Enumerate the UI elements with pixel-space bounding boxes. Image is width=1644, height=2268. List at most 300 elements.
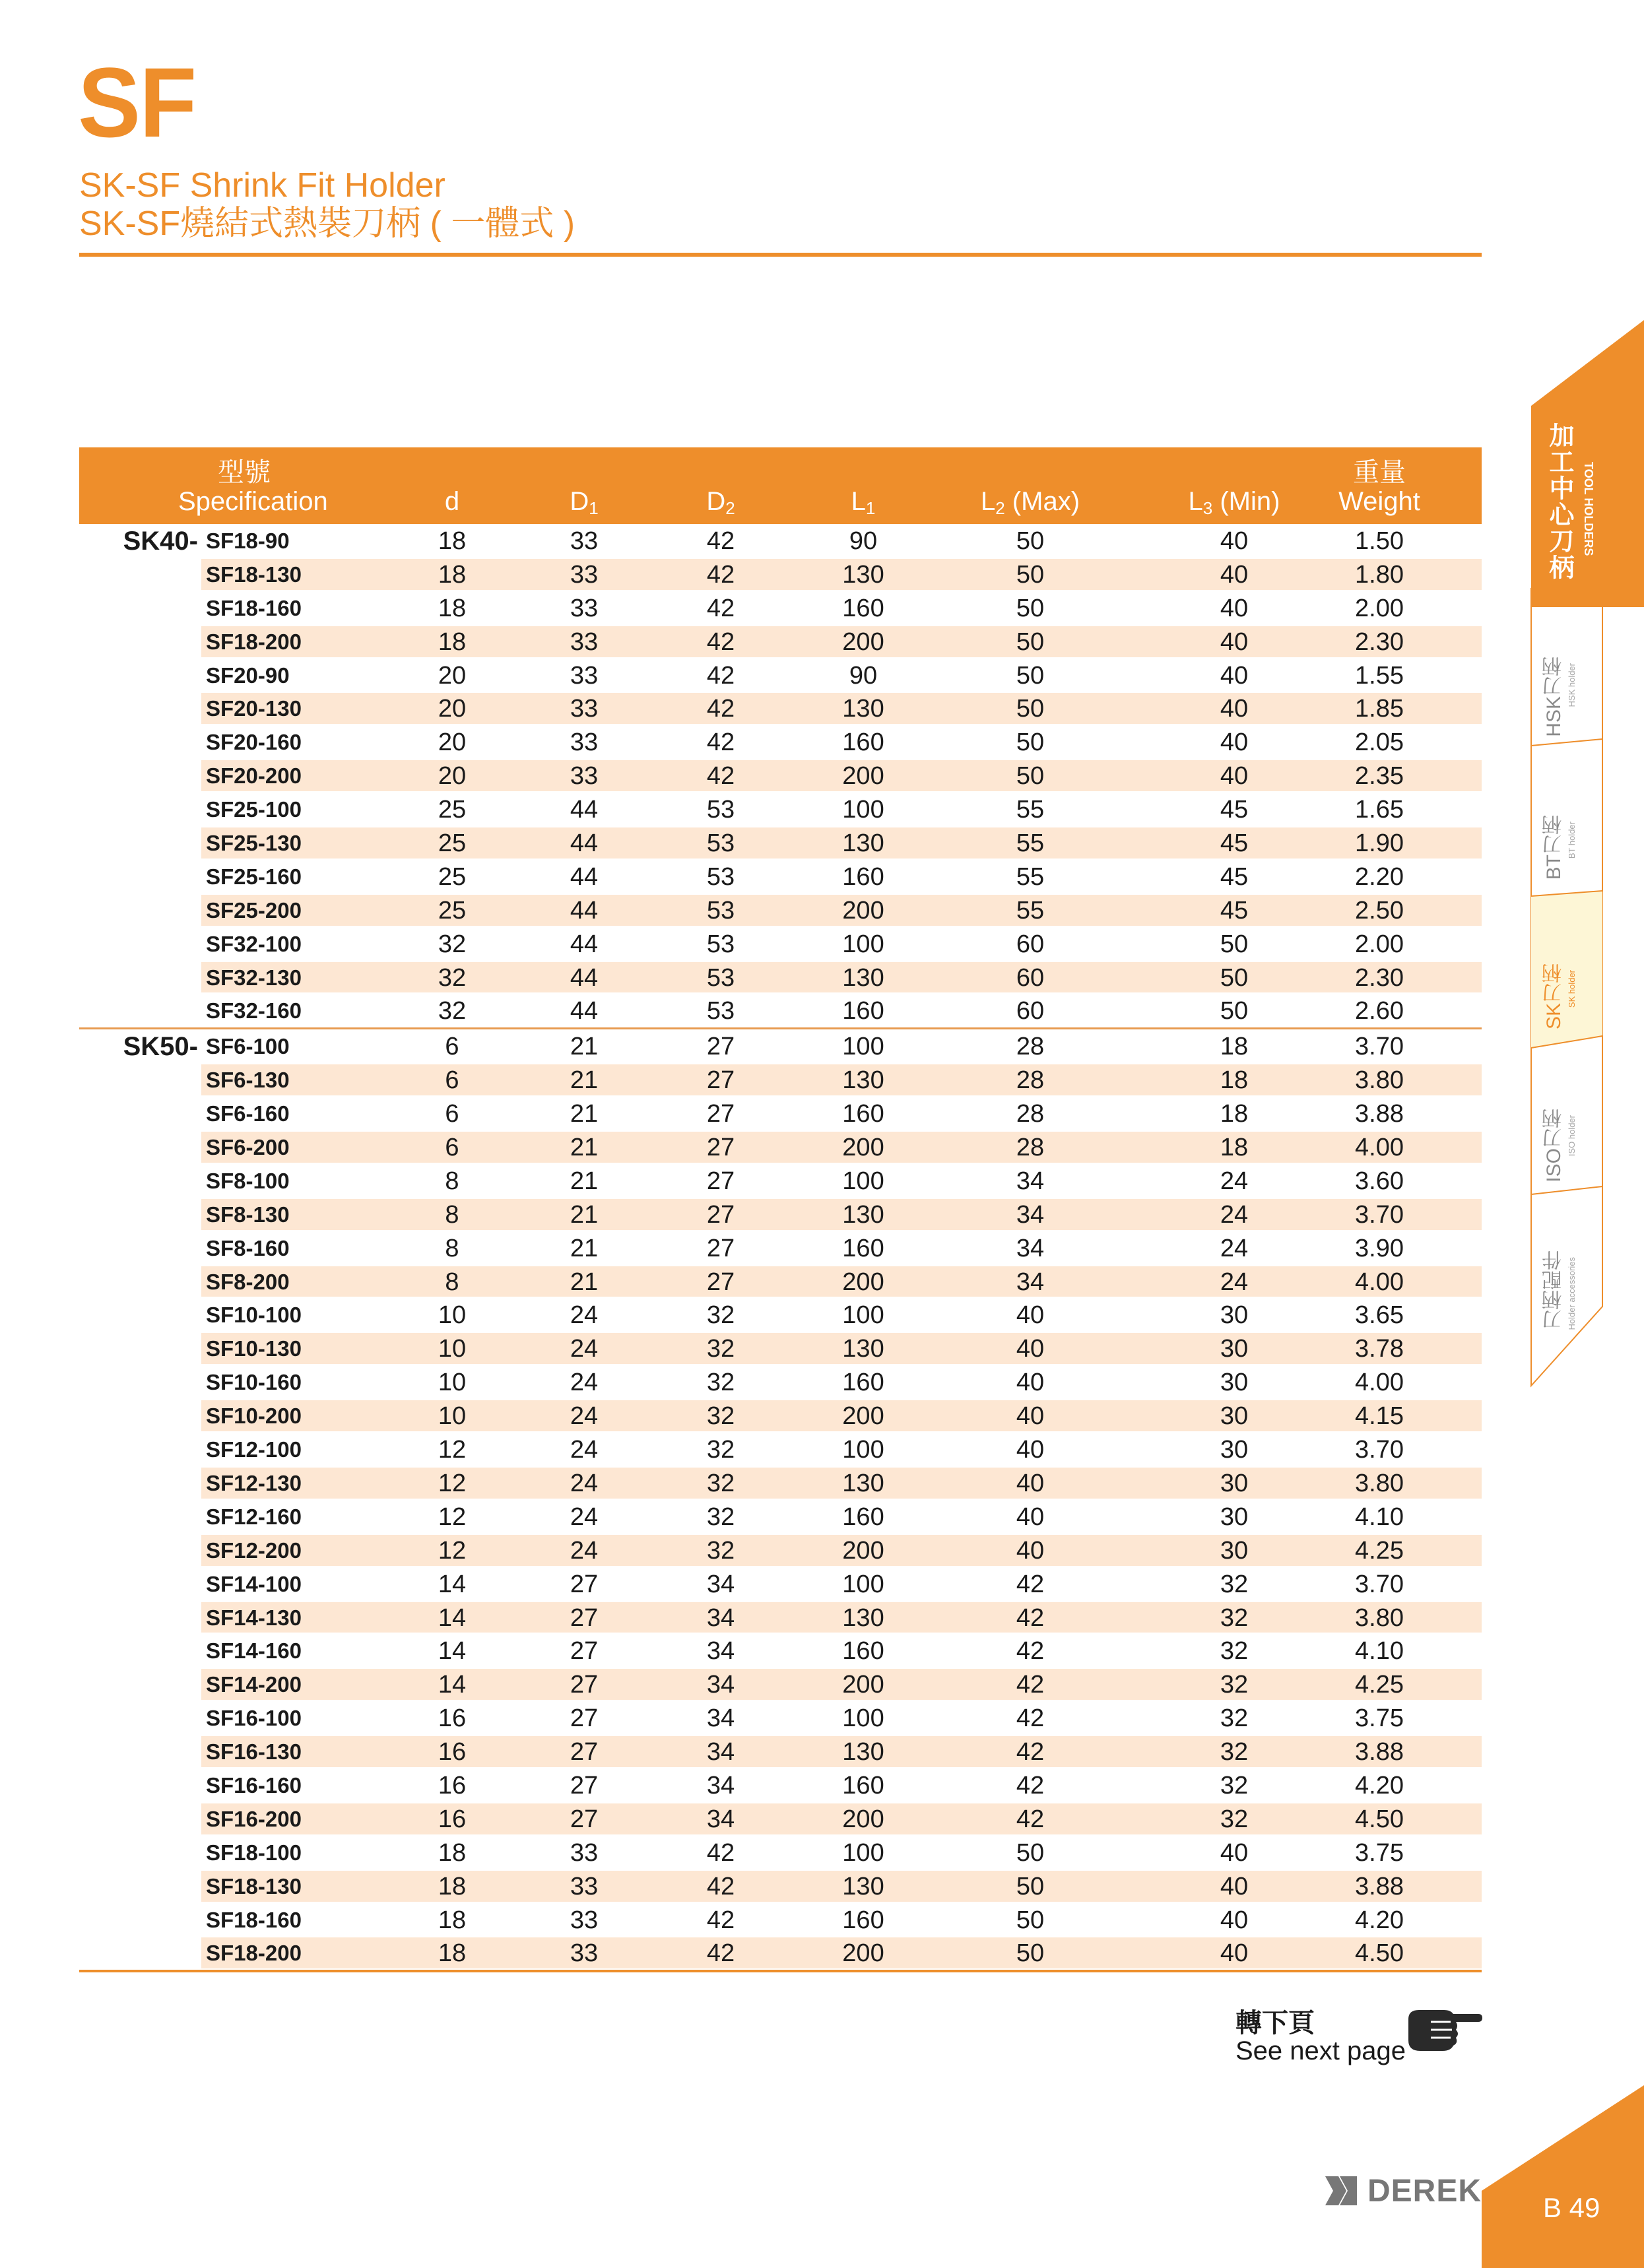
cell-D2: 32 [706, 1536, 735, 1565]
cell-L1: 160 [842, 1503, 884, 1531]
tab-hsk[interactable]: HSK刀柄 [1543, 657, 1565, 737]
cell-group [79, 994, 198, 1027]
cell-group [79, 1433, 198, 1466]
cell-model: SF20-160 [206, 730, 302, 755]
cell-W: 3.88 [1355, 1100, 1404, 1128]
table-row [79, 1869, 1482, 1903]
cell-D1: 24 [570, 1335, 599, 1363]
table-row [79, 759, 1482, 793]
cell-L1: 200 [842, 1134, 884, 1162]
cell-group [79, 1231, 198, 1265]
cell-model: SF20-130 [206, 696, 302, 721]
cell-D1: 33 [570, 628, 599, 656]
header-L2: $L_2$ (Max) [980, 487, 1080, 518]
header-d: d [444, 487, 460, 516]
cell-L2: 55 [1016, 862, 1045, 891]
cell-D2: 34 [706, 1704, 735, 1733]
cell-L3: 40 [1220, 695, 1249, 723]
table-row [79, 1567, 1482, 1601]
cell-group: SK40- [123, 527, 198, 556]
tab-accessories-sub: Holder accessories [1567, 1257, 1577, 1330]
table-row [79, 1601, 1482, 1635]
table-bottom-rule [79, 1970, 1482, 1972]
cell-D2: 32 [706, 1369, 735, 1397]
table-row [79, 558, 1482, 591]
cell-L3: 30 [1220, 1503, 1249, 1531]
cell-D2: 42 [706, 1906, 735, 1934]
cell-d: 6 [445, 1100, 459, 1128]
cell-D1: 44 [570, 862, 599, 891]
table-body [79, 524, 1482, 1970]
table-row [79, 1164, 1482, 1198]
cell-model: SF32-130 [206, 965, 302, 990]
table-row [79, 1298, 1482, 1332]
cell-L1: 160 [842, 1771, 884, 1799]
cell-W: 2.35 [1355, 762, 1404, 791]
header-weight-zh: 重量 [1353, 458, 1406, 487]
cell-group [79, 793, 198, 826]
table-row [79, 692, 1482, 725]
cell-D2: 34 [706, 1570, 735, 1598]
cell-L2: 42 [1016, 1604, 1045, 1632]
cell-L2: 42 [1016, 1671, 1045, 1699]
cell-L2: 42 [1016, 1805, 1045, 1833]
cell-L1: 100 [842, 930, 884, 958]
cell-L2: 34 [1016, 1167, 1045, 1195]
cell-W: 3.80 [1355, 1469, 1404, 1497]
table-row [79, 1701, 1482, 1735]
cell-d: 8 [445, 1200, 459, 1229]
cell-D1: 21 [570, 1234, 599, 1262]
cell-L3: 32 [1220, 1604, 1249, 1632]
cell-model: SF6-100 [206, 1034, 290, 1059]
cell-L1: 200 [842, 1805, 884, 1833]
cell-group [79, 759, 198, 793]
cell-L1: 200 [842, 1939, 884, 1968]
cell-W: 2.20 [1355, 862, 1404, 891]
cell-model: SF18-160 [206, 595, 302, 620]
cell-L2: 40 [1016, 1402, 1045, 1431]
header-D2: $D_2$ [706, 487, 735, 518]
header-weight-en: Weight [1338, 487, 1420, 516]
cell-d: 12 [438, 1536, 467, 1565]
cell-D2: 42 [706, 1939, 735, 1968]
table-row [79, 1534, 1482, 1567]
cell-d: 16 [438, 1704, 467, 1733]
header-spec [178, 458, 328, 516]
cell-model: SF12-100 [206, 1437, 302, 1462]
cell-L3: 24 [1220, 1167, 1249, 1195]
cell-D2: 53 [706, 862, 735, 891]
see-next-zh: 轉下頁 [1235, 2009, 1315, 2038]
cell-L2: 28 [1016, 1134, 1045, 1162]
cell-W: 4.50 [1355, 1939, 1404, 1968]
tab-bt-sub: BT holder [1567, 822, 1577, 859]
cell-D1: 44 [570, 997, 599, 1025]
cell-d: 20 [438, 729, 467, 757]
cell-L2: 50 [1016, 594, 1045, 622]
cell-D2: 34 [706, 1671, 735, 1699]
cell-group [79, 1198, 198, 1231]
cell-d: 16 [438, 1805, 467, 1833]
cell-L2: 50 [1016, 695, 1045, 723]
cell-model: SF32-100 [206, 931, 302, 956]
cell-W: 1.50 [1355, 527, 1404, 555]
cell-W: 3.90 [1355, 1234, 1404, 1262]
cell-d: 6 [445, 1134, 459, 1162]
cell-group [79, 1735, 198, 1768]
cell-D1: 44 [570, 963, 599, 992]
cell-d: 32 [438, 997, 467, 1025]
table-row [79, 1466, 1482, 1500]
cell-d: 18 [438, 1906, 467, 1934]
cell-model: SF10-100 [206, 1303, 302, 1328]
cell-model: SF16-160 [206, 1772, 302, 1798]
cell-L2: 28 [1016, 1100, 1045, 1128]
cell-L2: 40 [1016, 1335, 1045, 1363]
cell-L1: 100 [842, 1570, 884, 1598]
cell-d: 14 [438, 1604, 467, 1632]
cell-model: SF8-130 [206, 1202, 290, 1227]
cell-L3: 32 [1220, 1637, 1249, 1666]
table-row [79, 1198, 1482, 1231]
cell-L1: 90 [849, 661, 878, 690]
tab-sk[interactable]: SK刀柄 [1543, 963, 1565, 1030]
cell-W: 1.85 [1355, 695, 1404, 723]
cell-L3: 40 [1220, 1906, 1249, 1934]
tab-bt[interactable]: BT刀柄 [1543, 815, 1565, 880]
cell-L2: 28 [1016, 1033, 1045, 1061]
subtitle [79, 166, 575, 243]
cell-D1: 24 [570, 1469, 599, 1497]
table-row [79, 1735, 1482, 1768]
cell-model: SF20-200 [206, 763, 302, 789]
cell-L1: 200 [842, 762, 884, 791]
cell-model: SF18-200 [206, 1941, 302, 1966]
cell-model: SF16-100 [206, 1706, 302, 1731]
cell-L1: 130 [842, 1066, 884, 1095]
cell-group [79, 1601, 198, 1635]
cell-D2: 27 [706, 1167, 735, 1195]
cell-group [79, 893, 198, 927]
cell-model: SF20-90 [206, 663, 290, 688]
cell-group [79, 1701, 198, 1735]
cell-D2: 32 [706, 1469, 735, 1497]
cell-W: 1.90 [1355, 829, 1404, 858]
cell-d: 25 [438, 896, 467, 924]
cell-L1: 100 [842, 1033, 884, 1061]
cell-model: SF18-100 [206, 1840, 302, 1865]
cell-L1: 200 [842, 628, 884, 656]
table-row [79, 1097, 1482, 1130]
cell-L2: 50 [1016, 527, 1045, 555]
cell-d: 8 [445, 1234, 459, 1262]
cell-L2: 40 [1016, 1301, 1045, 1330]
cell-D2: 32 [706, 1436, 735, 1464]
table-row [79, 625, 1482, 659]
header-divider [79, 253, 1482, 257]
cell-D1: 24 [570, 1436, 599, 1464]
cell-d: 12 [438, 1469, 467, 1497]
tab-accessories[interactable]: 刀柄配件 [1543, 1250, 1565, 1330]
cell-model: SF10-160 [206, 1370, 302, 1395]
header-weight [1333, 458, 1426, 516]
cell-d: 10 [438, 1369, 467, 1397]
cell-W: 4.00 [1355, 1369, 1404, 1397]
cell-L2: 40 [1016, 1469, 1045, 1497]
cell-model: SF10-200 [206, 1404, 302, 1429]
table-row [79, 860, 1482, 893]
subtitle-zh: SK-SF燒結式熱裝刀柄 ( 一體式 ) [79, 205, 575, 243]
cell-L2: 42 [1016, 1570, 1045, 1598]
cell-group [79, 1500, 198, 1534]
cell-L2: 50 [1016, 1906, 1045, 1934]
cell-d: 18 [438, 1838, 467, 1867]
cell-L1: 130 [842, 695, 884, 723]
cell-L1: 200 [842, 1671, 884, 1699]
cell-L3: 45 [1220, 862, 1249, 891]
cell-L3: 32 [1220, 1771, 1249, 1799]
cell-d: 18 [438, 527, 467, 555]
cell-D2: 27 [706, 1200, 735, 1229]
cell-L1: 200 [842, 1268, 884, 1296]
derek-logo-icon [1323, 2172, 1360, 2209]
tab-iso[interactable]: ISO刀柄 [1543, 1109, 1565, 1183]
cell-L1: 130 [842, 1335, 884, 1363]
cell-D2: 27 [706, 1100, 735, 1128]
cell-group [79, 1365, 198, 1399]
cell-L1: 160 [842, 729, 884, 757]
cell-d: 12 [438, 1436, 467, 1464]
cell-group [79, 1298, 198, 1332]
cell-W: 2.60 [1355, 997, 1404, 1025]
cell-L2: 60 [1016, 930, 1045, 958]
cell-model: SF14-160 [206, 1638, 302, 1664]
cell-L1: 160 [842, 1234, 884, 1262]
cell-L1: 130 [842, 1738, 884, 1766]
cell-model: SF25-160 [206, 864, 302, 889]
table-row [79, 1332, 1482, 1365]
cell-D1: 27 [570, 1604, 599, 1632]
cell-model: SF18-130 [206, 1873, 302, 1898]
cell-L3: 40 [1220, 594, 1249, 622]
cell-D2: 27 [706, 1033, 735, 1061]
cell-D2: 42 [706, 594, 735, 622]
cell-L2: 28 [1016, 1066, 1045, 1095]
cell-L2: 34 [1016, 1268, 1045, 1296]
cell-W: 2.30 [1355, 963, 1404, 992]
cell-L2: 50 [1016, 1838, 1045, 1867]
cell-D2: 27 [706, 1268, 735, 1296]
brand-logo [1323, 2171, 1482, 2211]
cell-group [79, 860, 198, 893]
cell-L3: 45 [1220, 796, 1249, 824]
cell-W: 3.75 [1355, 1838, 1404, 1867]
cell-W: 4.25 [1355, 1671, 1404, 1699]
subtitle-en: SK-SF Shrink Fit Holder [79, 166, 445, 205]
cell-W: 4.25 [1355, 1536, 1404, 1565]
cell-L1: 90 [849, 527, 878, 555]
cell-model: SF14-200 [206, 1672, 302, 1697]
table-row [79, 1365, 1482, 1399]
cell-L2: 50 [1016, 1872, 1045, 1900]
cell-D2: 42 [706, 628, 735, 656]
cell-W: 3.88 [1355, 1738, 1404, 1766]
cell-model: SF8-200 [206, 1269, 290, 1294]
table-row [79, 893, 1482, 927]
cell-L3: 40 [1220, 762, 1249, 791]
cell-d: 14 [438, 1570, 467, 1598]
cell-group [79, 659, 198, 692]
cell-D2: 42 [706, 1872, 735, 1900]
cell-d: 18 [438, 628, 467, 656]
cell-group [79, 1836, 198, 1869]
cell-D2: 34 [706, 1805, 735, 1833]
cell-group [79, 1097, 198, 1130]
cell-W: 4.00 [1355, 1134, 1404, 1162]
cell-L2: 40 [1016, 1369, 1045, 1397]
cell-D1: 27 [570, 1738, 599, 1766]
cell-L1: 160 [842, 1906, 884, 1934]
cell-group [79, 1399, 198, 1433]
header-D1: $D_1$ [570, 487, 599, 518]
header-spec-zh: 型號 [218, 458, 271, 487]
cell-L2: 34 [1016, 1200, 1045, 1229]
cell-W: 4.10 [1355, 1637, 1404, 1666]
cell-d: 6 [445, 1066, 459, 1095]
cell-L3: 40 [1220, 1838, 1249, 1867]
cell-L3: 40 [1220, 1872, 1249, 1900]
cell-D2: 32 [706, 1503, 735, 1531]
cell-L1: 100 [842, 1704, 884, 1733]
cell-L2: 55 [1016, 896, 1045, 924]
cell-L1: 200 [842, 1402, 884, 1431]
cell-model: SF32-160 [206, 998, 302, 1023]
cell-L2: 42 [1016, 1738, 1045, 1766]
cell-D2: 34 [706, 1771, 735, 1799]
cell-d: 25 [438, 862, 467, 891]
cell-model: SF6-160 [206, 1101, 290, 1126]
cell-model: SF10-130 [206, 1336, 302, 1361]
cell-L3: 30 [1220, 1469, 1249, 1497]
cell-D1: 24 [570, 1301, 599, 1330]
table-row [79, 927, 1482, 961]
cell-L3: 18 [1220, 1033, 1249, 1061]
cell-group [79, 558, 198, 591]
cell-W: 1.55 [1355, 661, 1404, 690]
cell-model: SF12-200 [206, 1538, 302, 1563]
cell-W: 4.15 [1355, 1402, 1404, 1431]
cell-L3: 40 [1220, 560, 1249, 589]
cell-d: 12 [438, 1503, 467, 1531]
header-L1: $L_1$ [851, 487, 876, 518]
cell-L3: 50 [1220, 963, 1249, 992]
cell-D1: 21 [570, 1066, 599, 1095]
cell-D2: 53 [706, 796, 735, 824]
tab-hsk-sub: HSK holder [1567, 663, 1577, 707]
cell-L3: 32 [1220, 1738, 1249, 1766]
cell-D1: 44 [570, 796, 599, 824]
cell-D1: 27 [570, 1637, 599, 1666]
cell-W: 4.50 [1355, 1805, 1404, 1833]
cell-L3: 30 [1220, 1369, 1249, 1397]
cell-D2: 34 [706, 1604, 735, 1632]
cell-L1: 130 [842, 1200, 884, 1229]
cell-L3: 24 [1220, 1200, 1249, 1229]
cell-L1: 100 [842, 1167, 884, 1195]
table-row [79, 1399, 1482, 1433]
cell-L2: 60 [1016, 997, 1045, 1025]
cell-D2: 42 [706, 527, 735, 555]
cell-model: SF14-100 [206, 1571, 302, 1596]
cell-L2: 50 [1016, 628, 1045, 656]
cell-L3: 45 [1220, 829, 1249, 858]
cell-L3: 50 [1220, 997, 1249, 1025]
table-row [79, 1903, 1482, 1937]
cell-W: 4.10 [1355, 1503, 1404, 1531]
cell-L1: 130 [842, 963, 884, 992]
table-row [79, 961, 1482, 994]
table-row [79, 1668, 1482, 1701]
pointing-hand-icon [1404, 2005, 1484, 2057]
cell-L2: 60 [1016, 963, 1045, 992]
cell-L3: 40 [1220, 1939, 1249, 1968]
cell-group [79, 1164, 198, 1198]
cell-L2: 42 [1016, 1637, 1045, 1666]
cell-group [79, 1332, 198, 1365]
cell-L3: 32 [1220, 1671, 1249, 1699]
cell-d: 6 [445, 1033, 459, 1061]
cell-group [79, 1936, 198, 1970]
cell-model: SF8-160 [206, 1235, 290, 1260]
table-row [79, 524, 1482, 558]
cell-D1: 33 [570, 729, 599, 757]
cell-D2: 42 [706, 1838, 735, 1867]
cell-L1: 200 [842, 896, 884, 924]
cell-L1: 130 [842, 1872, 884, 1900]
cell-group: SK50- [123, 1032, 198, 1062]
cell-L2: 40 [1016, 1503, 1045, 1531]
cell-D2: 53 [706, 930, 735, 958]
cell-D1: 21 [570, 1100, 599, 1128]
cell-D1: 21 [570, 1167, 599, 1195]
cell-D2: 53 [706, 829, 735, 858]
see-next-en: See next page [1235, 2036, 1406, 2065]
cell-d: 10 [438, 1301, 467, 1330]
cell-group [79, 961, 198, 994]
table-row [79, 793, 1482, 826]
cell-W: 4.20 [1355, 1906, 1404, 1934]
cell-D2: 42 [706, 661, 735, 690]
page-number: B 49 [1543, 2192, 1600, 2223]
cell-W: 3.80 [1355, 1604, 1404, 1632]
cell-L1: 160 [842, 594, 884, 622]
cell-L2: 50 [1016, 729, 1045, 757]
cell-d: 10 [438, 1402, 467, 1431]
cell-W: 3.80 [1355, 1066, 1404, 1095]
cell-D2: 42 [706, 695, 735, 723]
cell-D1: 27 [570, 1671, 599, 1699]
cell-L3: 40 [1220, 628, 1249, 656]
cell-D1: 27 [570, 1771, 599, 1799]
cell-W: 3.88 [1355, 1872, 1404, 1900]
cell-D2: 53 [706, 963, 735, 992]
cell-model: SF25-200 [206, 897, 302, 923]
table-row [79, 1500, 1482, 1534]
cell-group [79, 1265, 198, 1299]
cell-group [79, 692, 198, 725]
cell-d: 8 [445, 1268, 459, 1296]
